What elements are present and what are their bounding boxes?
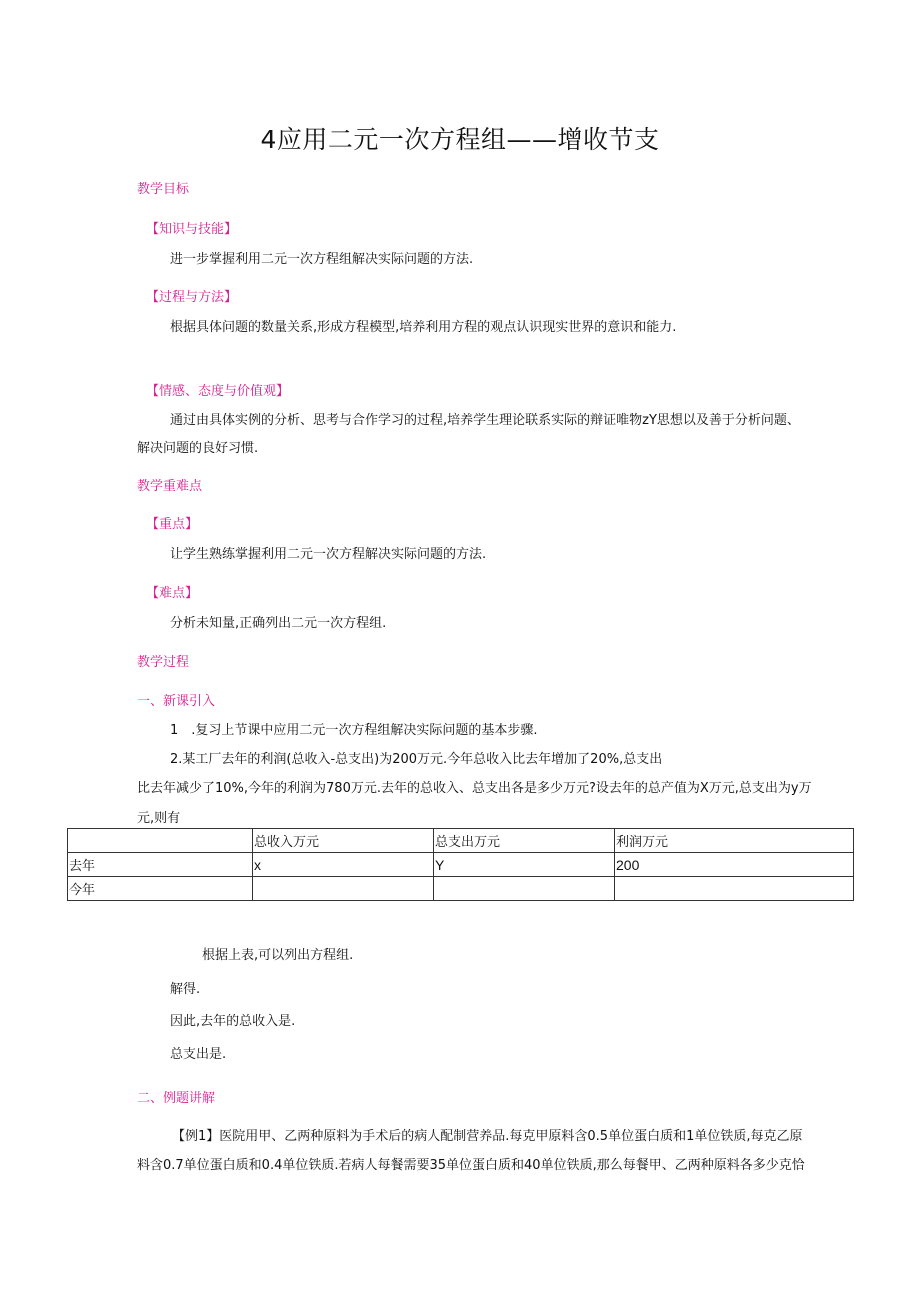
key-heading: 【重点】 (146, 517, 199, 532)
table-header-cell: 总收入万元 (253, 829, 434, 853)
table-cell (434, 877, 615, 901)
objectives-heading: 教学目标 (137, 182, 190, 197)
table-cell: 去年 (68, 853, 253, 877)
knowledge-heading: 【知识与技能】 (146, 222, 238, 237)
table-header-cell (68, 829, 253, 853)
example1-line2: 料含0.7单位蛋白质和0.4单位铁质.若病人每餐需要35单位蛋白质和40单位铁质,那么每餐甲、乙两种原料各多少克恰 (137, 1158, 805, 1173)
intro-heading: 一、新课引入 (137, 694, 216, 709)
after-table-line4: 总支出是. (170, 1047, 227, 1062)
intro-item-2-line3: 元,则有 (137, 811, 181, 826)
table-cell: 200 (615, 853, 854, 877)
difficult-heading: 【难点】 (146, 586, 199, 601)
emotion-heading: 【情感、态度与价值观】 (146, 384, 290, 399)
page-title: 4应用二元一次方程组——增收节支 (260, 125, 660, 154)
table-cell: x (253, 853, 434, 877)
table-cell: 今年 (68, 877, 253, 901)
data-table (67, 828, 854, 901)
example-heading: 二、例题讲解 (137, 1091, 216, 1106)
table-header-cell: 总支出万元 (434, 829, 615, 853)
after-table-line1: 根据上表,可以列出方程组. (202, 948, 354, 963)
key-difficult-heading: 教学重难点 (137, 479, 203, 494)
table-header-cell: 利润万元 (615, 829, 854, 853)
example1-line1: 【例1】医院用甲、乙两种原料为手术后的病人配制营养品.每克甲原料含0.5单位蛋白质和1单位铁质,每克乙原 (172, 1129, 803, 1144)
table-cell (253, 877, 434, 901)
table-cell (615, 877, 854, 901)
difficult-text: 分析未知量,正确列出二元一次方程组. (170, 616, 387, 631)
table-row (68, 877, 854, 901)
intro-item-2-line1: 2.某工厂去年的利润(总收入-总支出)为200万元.今年总收入比去年增加了20%,总支出 (170, 752, 663, 767)
after-table-line3: 因此,去年的总收入是. (170, 1014, 296, 1029)
after-table-line2: 解得. (170, 982, 201, 997)
table-cell: Y (434, 853, 615, 877)
emotion-text-line1: 通过由具体实例的分析、思考与合作学习的过程,培养学生理论联系实际的辩证唯物zY思想以及善于分析问题、 (170, 413, 800, 428)
process-heading: 【过程与方法】 (146, 290, 238, 305)
table-header-row (68, 829, 854, 853)
table-row (68, 853, 854, 877)
intro-item-2-line2: 比去年减少了10%,今年的利润为780万元.去年的总收入、总支出各是多少万元?设去年的总产值为X万元,总支出为y万 (137, 781, 812, 796)
emotion-text-line2: 解决问题的良好习惯. (137, 441, 259, 456)
intro-item-1: 1 .复习上节课中应用二元一次方程组解决实际问题的基本步骤. (170, 723, 538, 738)
process-text: 根据具体问题的数量关系,形成方程模型,培养利用方程的观点认识现实世界的意识和能力. (170, 320, 677, 335)
knowledge-text: 进一步掌握利用二元一次方程组解决实际问题的方法. (170, 252, 474, 267)
key-text: 让学生熟练掌握利用二元一次方程解决实际问题的方法. (170, 547, 487, 562)
teaching-process-heading: 教学过程 (137, 655, 190, 670)
